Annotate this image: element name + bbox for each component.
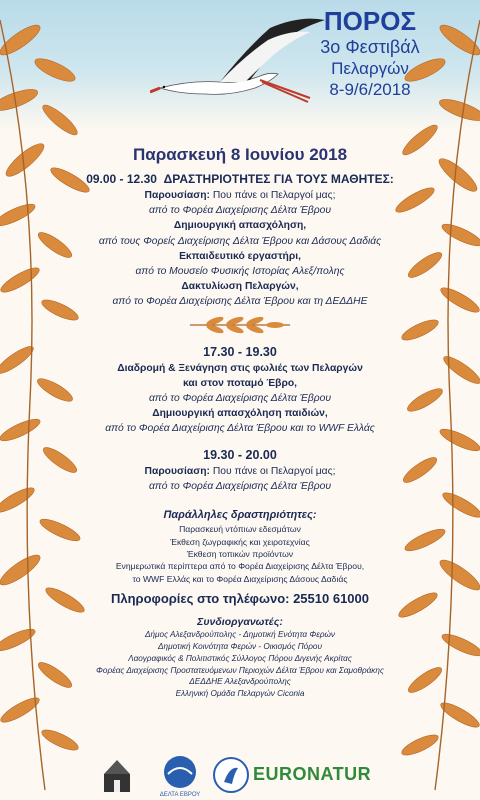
parallel-item: το WWF Ελλάς και το Φορέα Διαχείρισης Δάσους Δαδιάς (132, 573, 348, 584)
morning-item-4-title: Δακτυλίωση Πελαργών, (181, 281, 299, 293)
program-content (40, 143, 440, 700)
organizer-item: Δήμος Αλεξανδρούπολης - Δημοτική Ενότητα Φερών (145, 630, 335, 640)
ciconia-logo (212, 756, 250, 794)
morning-item-2-by: από τους Φορείς Διαχείρισης Δέλτα Έβρου και Δάσους Δαδιάς (98, 235, 382, 247)
morning-item-1-by: από το Φορέα Διαχείρισης Δέλτα Έβρου (148, 205, 332, 217)
evening-by: από το Φορέα Διαχείρισης Δέλτα Έβρου (148, 480, 332, 492)
sponsor-logos (0, 752, 480, 798)
festival-subject: Πελαργών (331, 59, 409, 78)
info-phone: Πληροφορίες στο τηλέφωνο: 25510 61000 (110, 591, 369, 607)
divider-ornament (180, 314, 300, 336)
evening-time: 19.30 - 20.00 (203, 447, 277, 462)
morning-heading (40, 171, 440, 188)
morning-item-3-title: Εκπαιδευτικό εργαστήρι, (179, 250, 301, 262)
afternoon-item-2-title: Δημιουργική απασχόληση παιδιών, (152, 408, 328, 420)
morning-item-4-by: από το Φορέα Διαχείρισης Δέλτα Έβρου και τη ΔΕΔΔΗΕ (112, 296, 368, 308)
morning-item-1-title: Παρουσίαση: Που πάνε οι Πελαργοί μας; (144, 190, 336, 201)
municipality-logo (100, 756, 134, 796)
organizer-item: Δημοτική Κοινότητα Φερών - Οικισμός Πόρου (158, 642, 322, 652)
morning-item-3-by: από το Μουσείο Φυσικής Ιστορίας Αλεξ/πολης (135, 266, 345, 278)
day-title: Παρασκευή 8 Ιουνίου 2018 (132, 145, 348, 164)
parallel-heading: Παράλληλες δραστηριότητες: (163, 509, 317, 522)
parallel-item: Ενημερωτικά περίπτερα από το Φορέα Διαχείρισης Δέλτα Έβρου, (115, 561, 365, 572)
festival-dates: 8-9/6/2018 (329, 80, 411, 99)
festival-header (300, 6, 440, 101)
evening-title: Παρουσίαση: Που πάνε οι Πελαργοί μας; (144, 465, 336, 477)
place-title: ΠΟΡΟΣ (323, 6, 417, 36)
afternoon-item-1-title-cont: και στον ποταμό Έβρο, (183, 377, 297, 389)
festival-name: 3ο Φεστιβάλ (320, 37, 420, 57)
morning-item-2-title: Δημιουργική απασχόληση, (173, 220, 307, 232)
euronatur-logo: EURONATUR (253, 764, 372, 784)
parallel-item: Έκθεση ζωγραφικής και χειροτεχνίας (170, 536, 310, 547)
morning-title: ΔΡΑΣΤΗΡΙΟΤΗΤΕΣ ΓΙΑ ΤΟΥΣ ΜΑΘΗΤΕΣ: (163, 172, 394, 186)
delta-logo-label: ΔΕΛΤΑ ΕΒΡΟΥ (160, 792, 200, 798)
afternoon-time: 17.30 - 19.30 (203, 344, 277, 359)
afternoon-item-1-title: Διαδρομή & Ξενάγηση στις φωλιές των Πελαργών (117, 362, 363, 374)
parallel-item: Έκθεση τοπικών προϊόντων (186, 549, 294, 560)
organizer-item: Ελληνική Ομάδα Πελαργών Ciconia (175, 689, 305, 699)
morning-time: 09.00 - 12.30 (86, 172, 157, 186)
organizers-heading: Συνδιοργανωτές: (197, 616, 283, 629)
organizer-item: Λαογραφικός & Πολιτιστικός Σύλλογος Πόρου Διγενής Ακρίτας (128, 653, 352, 663)
afternoon-item-1-by: από το Φορέα Διαχείρισης Δέλτα Έβρου (148, 393, 332, 405)
parallel-item: Παρασκευή ντόπιων εδεσμάτων (179, 524, 301, 535)
organizer-item: Φορέας Διαχείρισης Προστατευόμενων Περιοχών Δέλτα Έβρου και Σαμοθράκης (96, 665, 384, 675)
afternoon-item-2-by: από το Φορέα Διαχείρισης Δέλτα Έβρου και το WWF Ελλάς (105, 423, 375, 435)
delta-evros-logo (160, 754, 200, 798)
organizer-item: ΔΕΔΔΗΕ Αλεξανδρούπολης (189, 677, 291, 687)
